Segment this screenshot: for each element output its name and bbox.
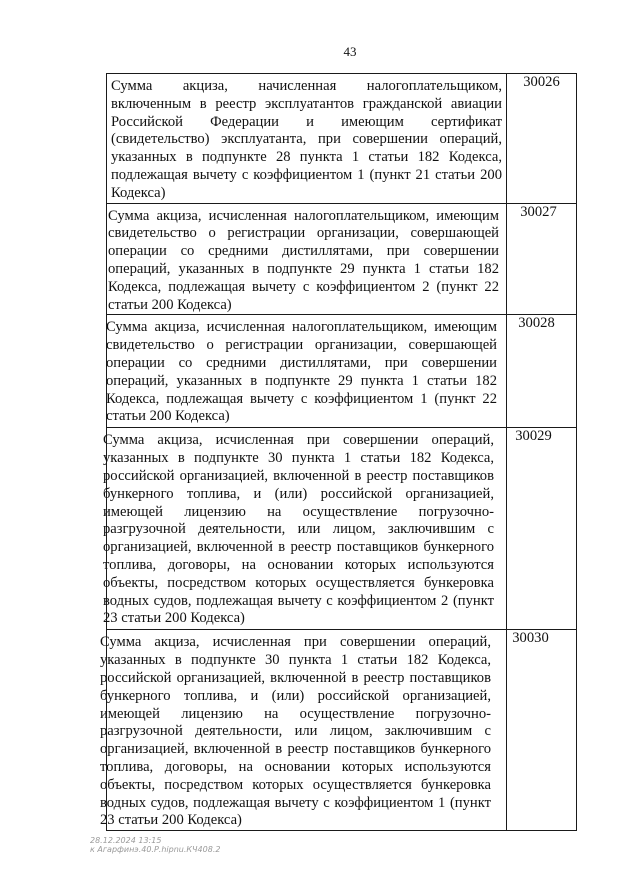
table-row xyxy=(107,74,577,204)
page-number: 43 xyxy=(343,44,357,59)
row-description-cell xyxy=(99,428,499,630)
row-code: 30027 xyxy=(504,203,574,315)
row-description-cell xyxy=(102,315,502,428)
row-description: Сумма акциза, исчисленная налогоплательщиком, имеющим свидетельство о регистрации организации, совершающей операции со средними дистиллятами, при совершении операций, указанных в подпункте 29 пункта 1 статьи 182 Кодекса, подлежащая вычету с коэффициентом 2 (пункт 22 статьи 200 Кодекса) xyxy=(108,207,499,313)
row-code: 30029 xyxy=(499,428,569,630)
document-path: к Агарфинэ.40.Р.hipnu.КЧ408.2 xyxy=(90,845,221,854)
row-description-cell xyxy=(107,74,507,204)
table-body xyxy=(100,74,577,831)
row-code: 30030 xyxy=(496,630,566,831)
row-description: Сумма акциза, исчисленная при совершении операций, указанных в подпункте 30 пункта 1 статьи 182 Кодекса, российской организацией, включенной в реестр поставщиков бункерного топлива, и (или) российской организацией, имеющей лицензию на осуществление погрузочно-разгрузочной деятельности, или лицом, заключившим с организацией, включенной в реестр поставщиков бункерного топлива, договоры, на основании которых используются объекты, посредством которых осуществляется бункеровка водных судов, подлежащая вычету с коэффициентом 2 (пункт 23 статьи 200 Кодекса) xyxy=(103,432,494,627)
row-code: 30026 xyxy=(507,74,577,204)
row-description-cell xyxy=(96,630,496,831)
row-description: Сумма акциза, исчисленная при совершении операций, указанных в подпункте 30 пункта 1 статьи 182 Кодекса, российской организацией, включенной в реестр поставщиков бункерного топлива, и (или) российской организацией, имеющей лицензию на осуществление погрузочно-разгрузочной деятельности, или лицом, заключившим с организацией, включенной в реестр поставщиков бункерного топлива, договоры, на основании которых используются объекты, посредством которых осуществляется бункеровка водных судов, подлежащая вычету с коэффициентом 1 (пункт 23 статьи 200 Кодекса) xyxy=(100,634,491,829)
table-row xyxy=(96,630,566,831)
excise-codes-table xyxy=(100,73,577,831)
row-code: 30028 xyxy=(502,315,572,428)
print-timestamp: 28.12.2024 13:15 xyxy=(90,836,162,845)
table-row xyxy=(99,428,569,630)
row-description-cell xyxy=(104,203,504,315)
print-stamp xyxy=(90,836,220,854)
table-row xyxy=(104,203,574,315)
table-row xyxy=(102,315,572,428)
row-description: Сумма акциза, исчисленная налогоплательщиком, имеющим свидетельство о регистрации организации, совершающей операции со средними дистиллятами, при совершении операций, указанных в подпункте 29 пункта 1 статьи 182 Кодекса, подлежащая вычету с коэффициентом 1 (пункт 22 статьи 200 Кодекса) xyxy=(106,319,497,425)
row-description: Сумма акциза, начисленная налогоплательщиком, включенным в реестр эксплуатантов гражданской авиации Российской Федерации и имеющим сертификат (свидетельство) эксплуатанта, при совершении операций, указанных в подпункте 28 пункта 1 статьи 182 Кодекса, подлежащая вычету с коэффициентом 1 (пункт 21 статьи 200 Кодекса) xyxy=(111,78,502,201)
